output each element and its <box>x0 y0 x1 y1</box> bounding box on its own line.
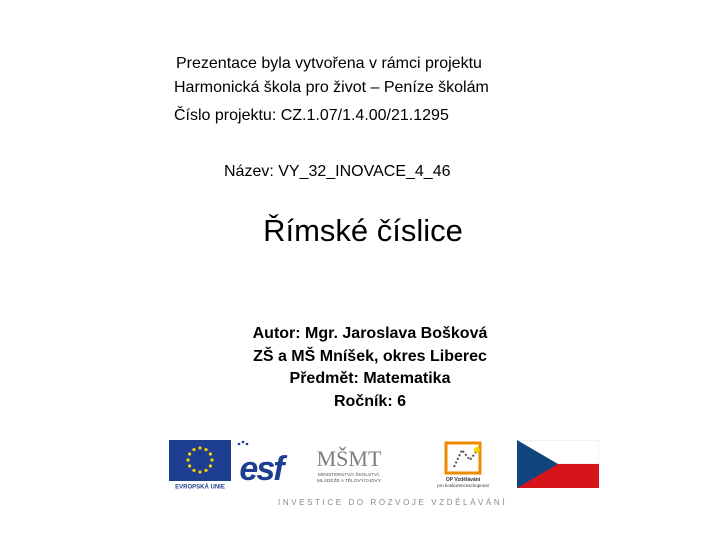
op-caption-line2: pro konkurenceschopnost <box>437 483 489 488</box>
material-name: Název: VY_32_INOVACE_4_46 <box>224 163 451 180</box>
czech-flag <box>517 440 599 488</box>
op-dot <box>474 447 480 453</box>
msmt-caption-line1: MINISTERSTVO ŠKOLSTVÍ, <box>317 473 381 478</box>
project-line-1: Prezentace byla vytvořena v rámci projektu <box>176 55 482 72</box>
project-line-2: Harmonická škola pro život – Peníze školám <box>174 79 489 96</box>
project-number: Číslo projektu: CZ.1.07/1.4.00/21.1295 <box>174 107 449 124</box>
school-name: ZŠ a MŠ Mníšek, okres Liberec <box>253 347 487 365</box>
eu-logo <box>169 440 231 490</box>
op-caption-line1: OP Vzdělávání <box>445 477 481 483</box>
eu-flag-background <box>169 440 231 481</box>
msmt-mark: MŠMT <box>316 446 382 471</box>
esf-text: esf <box>239 450 283 488</box>
esf-logo <box>233 440 289 490</box>
msmt-logo <box>306 440 392 490</box>
subject: Předmět: Matematika <box>289 370 451 387</box>
author-name: Autor: Mgr. Jaroslava Bošková <box>252 325 488 342</box>
eu-caption: EVROPSKÁ UNIE <box>175 484 225 490</box>
msmt-caption-line2: MLÁDEŽE A TĚLOVÝCHOVY <box>317 479 381 484</box>
op-logo <box>430 440 496 490</box>
author-block <box>0 323 720 413</box>
footer-slogan: INVESTICE DO ROZVOJE VZDĚLÁVÁNÍ <box>278 498 508 507</box>
slide-title: Římské číslice <box>263 213 463 248</box>
grade: Ročník: 6 <box>333 392 406 410</box>
